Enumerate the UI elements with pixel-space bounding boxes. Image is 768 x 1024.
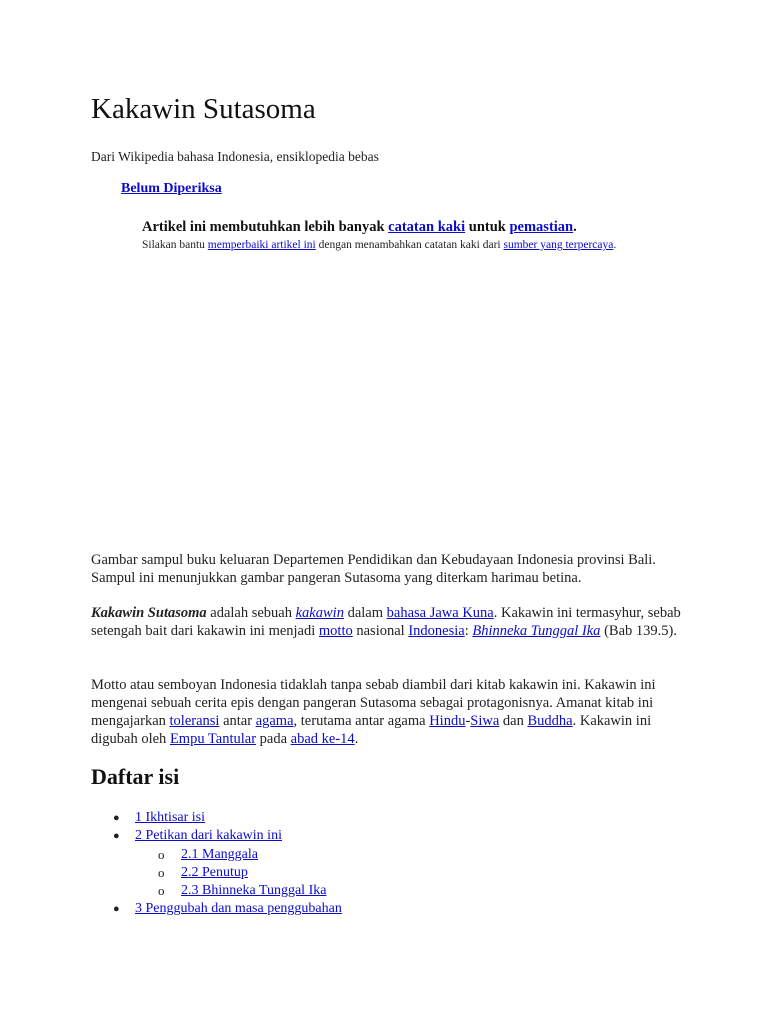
tolerance-link[interactable]: toleransi bbox=[169, 713, 220, 729]
toc-link-penggubah[interactable]: 3 Penggubah dan masa penggubahan bbox=[135, 901, 342, 917]
religion-link[interactable]: agama bbox=[255, 713, 294, 729]
old-javanese-link[interactable]: bahasa Jawa Kuna bbox=[386, 605, 494, 621]
notice-text: . bbox=[573, 219, 577, 235]
toc-link-bhinneka[interactable]: 2.3 Bhinneka Tunggal Ika bbox=[181, 883, 327, 899]
reliable-sources-link[interactable]: sumber yang terpercaya bbox=[503, 239, 614, 251]
toc-subitem bbox=[91, 864, 342, 882]
image-caption: Gambar sampul buku keluaran Departemen Pendidikan dan Kebudayaan Indonesia provinsi Bali. Sampul ini menunjukkan gambar pangeran Sutasoma yang diterkam harimau betina. bbox=[91, 552, 656, 586]
paragraph-text: (Bab 139.5). bbox=[600, 623, 677, 639]
paragraph-text: antar bbox=[219, 713, 256, 729]
paragraph-text: . Kakawin ini termasyhur, sebab setengah bait dari kakawin ini menjadi bbox=[91, 605, 681, 639]
notice-text: untuk bbox=[465, 219, 510, 235]
toc-item bbox=[91, 809, 342, 827]
improve-article-link[interactable]: memperbaiki artikel ini bbox=[207, 239, 316, 251]
paragraph-text: dalam bbox=[343, 605, 387, 621]
paragraph-text: Motto atau semboyan Indonesia tidaklah tanpa sebab diambil dari kitab kakawin ini. Kakawin ini mengenai sebuah cerita epis dengan pangeran Sutasoma sebagai protagonisnya. Amanat kitab ini mengajarkan bbox=[91, 677, 656, 729]
kakawin-link-text: kakawin bbox=[295, 605, 344, 621]
article-subject: Kakawin Sutasoma bbox=[91, 605, 207, 621]
notice-sub bbox=[142, 239, 616, 251]
empu-tantular-link[interactable]: Empu Tantular bbox=[169, 731, 257, 747]
bhinneka-link[interactable] bbox=[472, 623, 600, 639]
kakawin-link[interactable] bbox=[296, 605, 344, 621]
paragraph-text: . bbox=[354, 731, 359, 747]
site-subtitle: Dari Wikipedia bahasa Indonesia, ensiklopedia bebas bbox=[91, 149, 379, 164]
14th-century-link[interactable]: abad ke-14 bbox=[290, 731, 355, 747]
intro-paragraph bbox=[91, 604, 691, 640]
indonesia-link[interactable]: Indonesia bbox=[408, 623, 465, 639]
notice-text: Silakan bantu bbox=[142, 239, 208, 251]
paragraph-text: , terutama antar agama bbox=[293, 713, 430, 729]
bhinneka-link-text: Bhinneka Tunggal Ika bbox=[472, 623, 601, 639]
verification-link[interactable]: pemastian bbox=[509, 219, 574, 235]
motto-link[interactable]: motto bbox=[318, 623, 353, 639]
motto-paragraph bbox=[91, 676, 691, 748]
review-status-link[interactable]: Belum Diperiksa bbox=[121, 181, 222, 196]
circle-bullet-icon: o bbox=[158, 864, 165, 880]
hindu-link[interactable]: Hindu bbox=[429, 713, 466, 729]
paragraph-text: nasional bbox=[352, 623, 409, 639]
paragraph-text: - bbox=[465, 713, 471, 729]
toc-link-ikhtisar[interactable]: 1 Ikhtisar isi bbox=[135, 810, 205, 825]
paragraph-text: adalah sebuah bbox=[206, 605, 296, 621]
paragraph-text: . Kakawin ini digubah oleh bbox=[91, 713, 652, 747]
toc-link-penutup[interactable]: 2.2 Penutup bbox=[181, 864, 248, 880]
table-of-contents bbox=[91, 809, 342, 919]
toc-link-manggala[interactable]: 2.1 Manggala bbox=[181, 846, 258, 862]
bullet-icon: ● bbox=[113, 812, 120, 824]
notice-text: . bbox=[613, 239, 617, 251]
toc-item bbox=[91, 900, 342, 918]
notice-main bbox=[142, 219, 577, 236]
toc-title: Daftar isi bbox=[91, 764, 180, 789]
paragraph-text: pada bbox=[256, 731, 291, 747]
cover-image-placeholder bbox=[91, 265, 681, 540]
shiva-link[interactable]: Siwa bbox=[470, 713, 500, 729]
page-title: Kakawin Sutasoma bbox=[91, 93, 316, 125]
bullet-icon: ● bbox=[113, 830, 120, 843]
bullet-icon: ● bbox=[113, 903, 120, 916]
notice-text: Artikel ini membutuhkan lebih banyak bbox=[142, 219, 389, 235]
circle-bullet-icon: o bbox=[158, 846, 165, 862]
footnotes-link[interactable]: catatan kaki bbox=[388, 219, 466, 235]
circle-bullet-icon: o bbox=[158, 883, 165, 899]
toc-subitem bbox=[91, 846, 342, 864]
toc-subitem bbox=[91, 882, 342, 900]
paragraph-text: dan bbox=[499, 713, 528, 729]
buddha-link[interactable]: Buddha bbox=[527, 713, 573, 729]
paragraph-text: : bbox=[464, 623, 473, 639]
notice-text: dengan menambahkan catatan kaki dari bbox=[315, 239, 504, 251]
toc-link-petikan[interactable]: 2 Petikan dari kakawin ini bbox=[135, 828, 282, 844]
toc-item bbox=[91, 827, 342, 845]
